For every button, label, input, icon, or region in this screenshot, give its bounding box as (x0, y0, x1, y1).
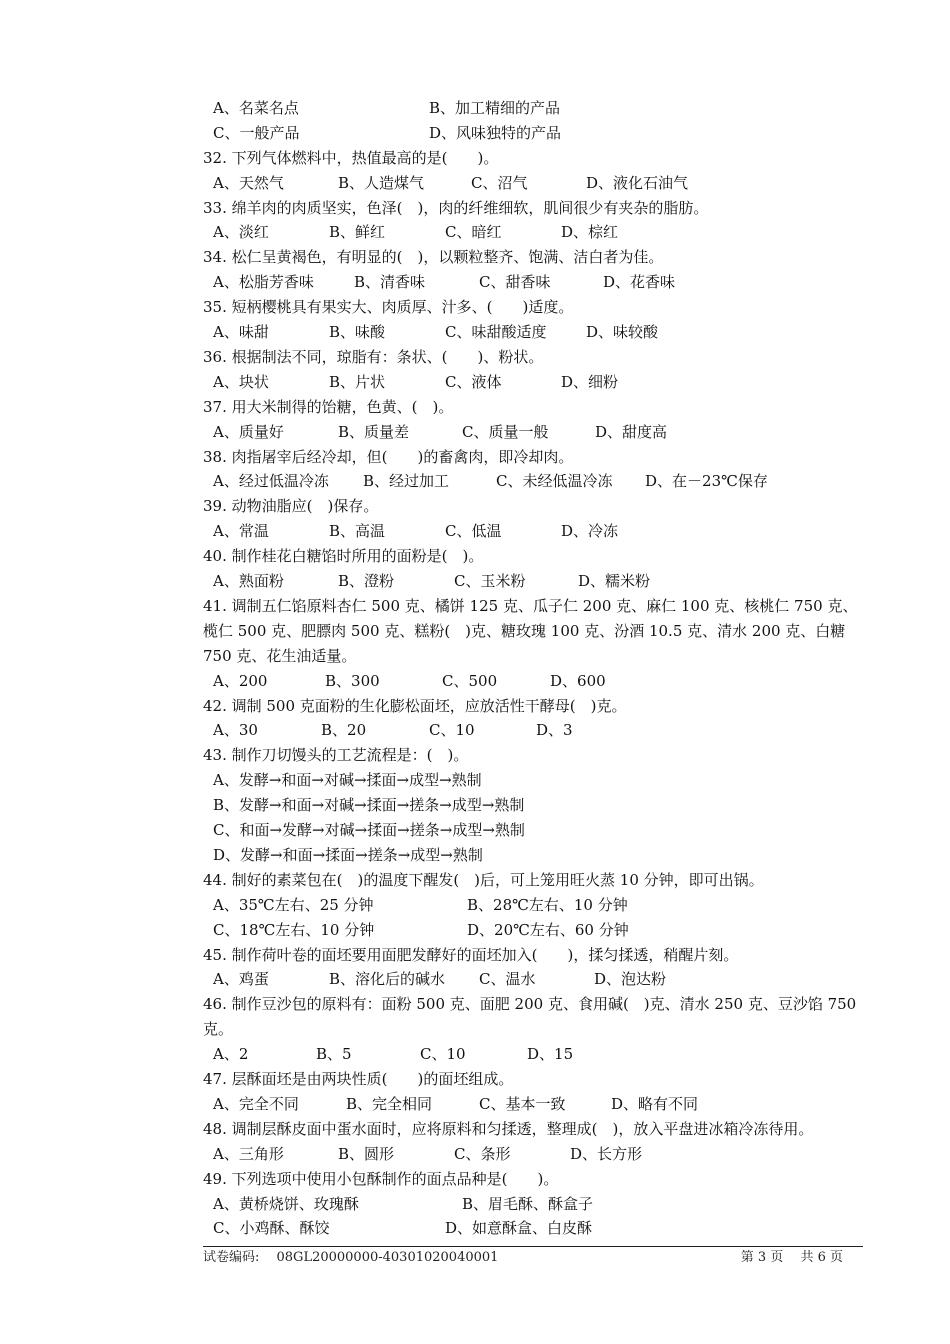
options-row (203, 220, 868, 245)
question-stem: 44. 制好的素菜包在( )的温度下醒发( )后，可上笼用旺火蒸 10 分钟，即可出锅。 (203, 870, 764, 889)
option-a: A、淡红 (213, 223, 269, 242)
option-c: C、基本一致 (479, 1094, 566, 1113)
option-d: D、长方形 (570, 1144, 643, 1163)
option-d: D、液化石油气 (586, 173, 689, 192)
option-b: B、经过加工 (363, 472, 450, 491)
option-d: D、棕红 (561, 223, 619, 242)
options-row (203, 569, 868, 594)
options-row (203, 669, 868, 694)
option-d: D、风味独特的产品 (429, 123, 562, 142)
option-c: C、未经低温冷冻 (496, 472, 613, 491)
options-row (203, 96, 868, 121)
options-row (203, 967, 868, 992)
option-d: D、泡达粉 (594, 970, 667, 989)
options-row (203, 1216, 868, 1241)
option-a: A、味甜 (213, 323, 269, 342)
question-stem: 41. 调制五仁馅原料杏仁 500 克、橘饼 125 克、瓜子仁 200 克、麻仁 100 克、核桃仁 750 克、榄仁 500 克、肥膘肉 500 克、糕粉( )克、糖玫瑰 100 克、汾酒 10.5 克、清水 200 克、白糖 750 克、花生油适量。 (203, 596, 858, 665)
option-b: B、鲜红 (329, 223, 386, 242)
option-a: A、块状 (213, 372, 269, 391)
options-row (203, 1092, 868, 1117)
option-c: C、甜香味 (479, 273, 551, 292)
options-row (203, 171, 868, 196)
option-c: C、10 (420, 1045, 466, 1064)
options-row (203, 469, 868, 494)
option-d: D、如意酥盒、白皮酥 (445, 1219, 593, 1238)
option-b: B、眉毛酥、酥盒子 (462, 1194, 594, 1213)
option-d: D、发酵→和面→揉面→搓条→成型→熟制 (213, 845, 483, 864)
question-stem: 40. 制作桂花白糖馅时所用的面粉是( )。 (203, 547, 484, 566)
option-a: A、常温 (213, 522, 269, 541)
option-b: B、味酸 (329, 323, 386, 342)
option-d: D、味较酸 (586, 323, 659, 342)
question-stem: 32. 下列气体燃料中，热值最高的是( )。 (203, 148, 499, 167)
option-a: A、200 (213, 671, 268, 690)
option-b: B、300 (325, 671, 380, 690)
options-row (203, 1042, 868, 1067)
option-d: D、花香味 (603, 273, 676, 292)
question-stem: 38. 肉指屠宰后经冷却，但( )的畜禽肉，即冷却肉。 (203, 447, 574, 466)
option-a: A、30 (213, 721, 258, 740)
option-b: B、片状 (329, 372, 386, 391)
options-row (203, 121, 868, 146)
option-c: C、一般产品 (213, 123, 300, 142)
option-c: C、质量一般 (462, 422, 549, 441)
option-c: C、味甜酸适度 (445, 323, 547, 342)
option-d: D、3 (536, 721, 573, 740)
options-row (203, 270, 868, 295)
question-stem: 36. 根据制法不同，琼脂有：条状、( )、粉状。 (203, 347, 544, 366)
option-b: B、人造煤气 (338, 173, 425, 192)
option-a: A、三角形 (213, 1144, 284, 1163)
option-c: C、小鸡酥、酥饺 (213, 1219, 330, 1238)
option-d: D、20℃左右、60 分钟 (467, 920, 629, 939)
option-a: A、2 (213, 1045, 249, 1064)
option-c: C、低温 (445, 522, 502, 541)
option-d: D、糯米粉 (578, 572, 651, 591)
option-b: B、20 (321, 721, 367, 740)
option-a: A、熟面粉 (213, 572, 284, 591)
option-d: D、甜度高 (595, 422, 668, 441)
option-d: D、600 (550, 671, 606, 690)
option-b: B、发酵→和面→对碱→揉面→搓条→成型→熟制 (213, 796, 525, 815)
question-stem: 42. 调制 500 克面粉的生化膨松面坯，应放活性干酵母( )克。 (203, 696, 627, 715)
option-d: D、细粉 (561, 372, 619, 391)
options-row (203, 420, 868, 445)
options-row (203, 370, 868, 395)
option-b: B、5 (316, 1045, 352, 1064)
option-c: C、18℃左右、10 分钟 (213, 920, 375, 939)
question-stem: 39. 动物油脂应( )保存。 (203, 497, 379, 516)
option-d: D、冷冻 (561, 522, 619, 541)
option-a: A、经过低温冷冻 (213, 472, 329, 491)
option-b: B、圆形 (338, 1144, 395, 1163)
question-stem: 47. 层酥面坯是由两块性质( )的面坯组成。 (203, 1070, 514, 1089)
options-row (203, 1192, 868, 1217)
question-stem: 34. 松仁呈黄褐色，有明显的( )，以颗粒整齐、饱满、洁白者为佳。 (203, 248, 664, 267)
options-row (203, 1142, 868, 1167)
exam-code: 试卷编码: 08GL20000000-40301020040001 (203, 1250, 499, 1265)
option-c: C、玉米粉 (454, 572, 526, 591)
options-row (203, 893, 868, 918)
question-stem: 49. 下列选项中使用小包酥制作的面点品种是( )。 (203, 1169, 559, 1188)
option-a: A、完全不同 (213, 1094, 299, 1113)
page-footer (203, 1246, 863, 1267)
question-stem: 35. 短柄樱桃具有果实大、肉质厚、汁多、( )适度。 (203, 298, 574, 317)
option-c: C、500 (442, 671, 498, 690)
option-a: A、松脂芳香味 (213, 273, 314, 292)
option-c: C、和面→发酵→对碱→揉面→搓条→成型→熟制 (213, 821, 525, 840)
option-b: B、质量差 (338, 422, 410, 441)
option-a: A、35℃左右、25 分钟 (213, 895, 374, 914)
option-a: A、鸡蛋 (213, 970, 269, 989)
question-stem: 37. 用大米制得的饴糖，色黄、( )。 (203, 397, 454, 416)
option-a: A、名菜名点 (213, 99, 299, 117)
option-d: D、略有不同 (611, 1094, 699, 1113)
option-a: A、质量好 (213, 422, 284, 441)
option-c: C、条形 (454, 1144, 511, 1163)
option-c: C、沼气 (471, 173, 528, 192)
question-list (203, 96, 868, 1241)
options-row (203, 718, 868, 743)
question-stem: 48. 调制层酥皮面中蛋水面时，应将原料和匀揉透，整理成( )，放入平盘进冰箱冷冻待用。 (203, 1119, 814, 1138)
page-number: 第 3 页 共 6 页 (740, 1250, 843, 1265)
options-row (203, 320, 868, 345)
option-b: B、28℃左右、10 分钟 (467, 895, 628, 914)
option-a: A、天然气 (213, 173, 284, 192)
option-d: D、15 (527, 1045, 574, 1064)
option-d: D、在－23℃保存 (645, 472, 768, 491)
options-row (203, 918, 868, 943)
option-b: B、加工精细的产品 (429, 99, 561, 117)
option-b: B、溶化后的碱水 (329, 970, 446, 989)
option-c: C、10 (429, 721, 475, 740)
question-stem: 33. 绵羊肉的肉质坚实，色泽( )，肉的纤维细软，肌间很少有夹杂的脂肪。 (203, 198, 709, 217)
option-c: C、温水 (479, 970, 536, 989)
options-row (203, 519, 868, 544)
question-stem: 45. 制作荷叶卷的面坯要用面肥发酵好的面坯加入( )，揉匀揉透，稍醒片刻。 (203, 945, 739, 964)
option-a: A、发酵→和面→对碱→揉面→成型→熟制 (213, 771, 482, 790)
question-stem: 43. 制作刀切馒头的工艺流程是：( )。 (203, 746, 469, 765)
option-b: B、完全相同 (346, 1094, 433, 1113)
option-b: B、澄粉 (338, 572, 395, 591)
option-c: C、暗红 (445, 223, 502, 242)
option-b: B、清香味 (354, 273, 426, 292)
option-a: A、黄桥烧饼、玫瑰酥 (213, 1194, 359, 1213)
option-b: B、高温 (329, 522, 386, 541)
question-stem: 46. 制作豆沙包的原料有：面粉 500 克、面肥 200 克、食用碱( )克、清水 250 克、豆沙馅 750 克。 (203, 995, 857, 1039)
option-c: C、液体 (445, 372, 502, 391)
